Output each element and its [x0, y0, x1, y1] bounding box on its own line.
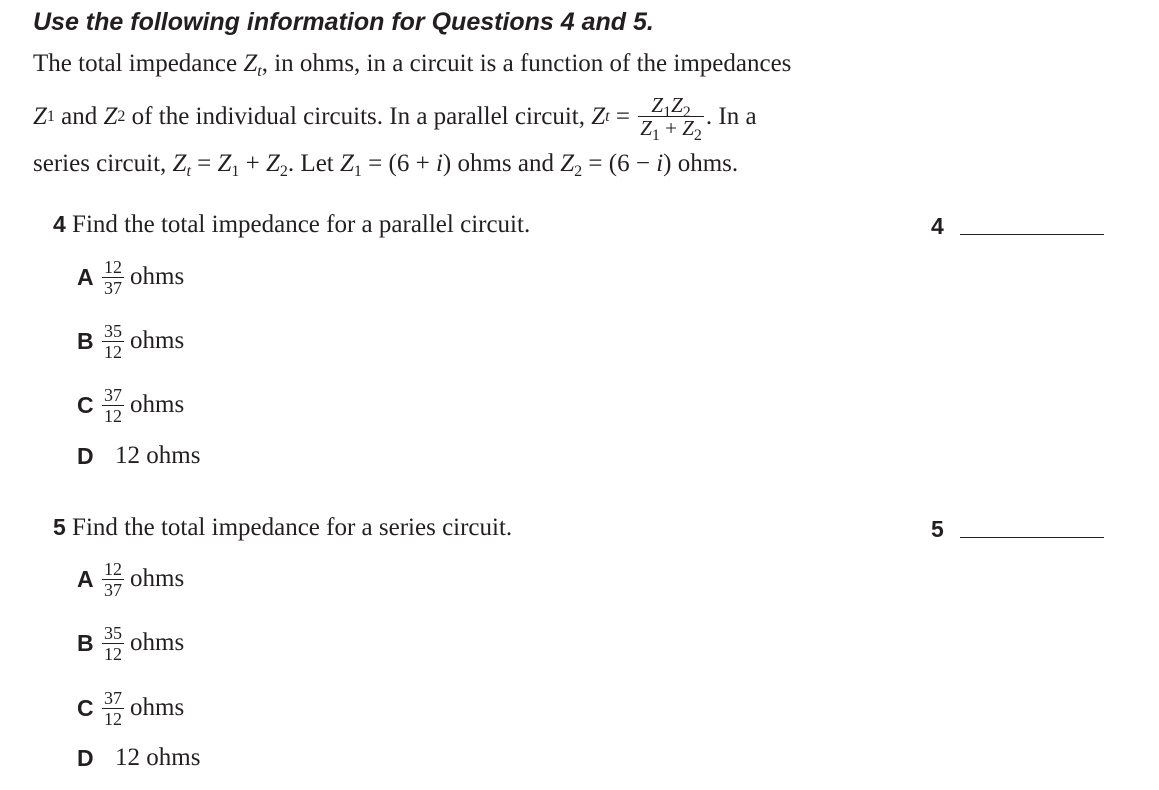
var-z: Z: [591, 103, 606, 130]
subscript-2: 2: [279, 163, 288, 180]
choice-fraction: [102, 559, 124, 600]
choice-text: 12 ohms: [115, 744, 201, 771]
question-4-prompt: [53, 211, 530, 239]
var-z: Z: [266, 150, 280, 177]
choice-unit: ohms: [130, 327, 185, 354]
fraction-denominator: 12: [104, 643, 122, 664]
passage-text: = (6 −: [582, 150, 657, 177]
var-z: Z: [172, 150, 187, 177]
subscript-1: 1: [353, 163, 362, 180]
passage-text: . In a: [705, 103, 757, 130]
choice-letter: A: [77, 565, 94, 592]
subscript-1: 1: [663, 103, 672, 121]
subscript-2: 2: [574, 163, 583, 180]
choice-unit: ohms: [130, 263, 185, 290]
fraction-denominator: 37: [104, 277, 122, 298]
choice-5c[interactable]: [77, 683, 184, 733]
choice-letter: A: [77, 263, 94, 290]
question-text: Find the total impedance for a parallel circuit.: [72, 211, 531, 238]
fraction-numerator: 12: [104, 256, 122, 277]
answer-blank-4[interactable]: [960, 234, 1104, 235]
subscript-t: t: [257, 63, 262, 80]
choice-text: 12 ohms: [115, 442, 201, 469]
passage-line-2: Z 1 and Z 2 of the individual circuits. In a parallel circuit, Z t = $\frac{Z_1Z_2}{Z_1 + Z_2}$ . In a: [33, 92, 757, 144]
var-z: Z: [217, 150, 232, 177]
choice-unit: ohms: [130, 565, 185, 592]
choice-letter: B: [77, 629, 94, 656]
choice-letter: D: [77, 744, 94, 771]
var-z: Z: [103, 103, 118, 130]
fraction-numerator: [638, 92, 704, 121]
question-number: 5: [53, 514, 66, 540]
answer-label-4: 4: [931, 213, 944, 239]
choice-4a[interactable]: [77, 252, 184, 302]
var-z: Z: [651, 92, 664, 117]
choice-fraction: [102, 257, 124, 298]
choice-fraction: [102, 385, 124, 426]
choice-4c[interactable]: [77, 380, 184, 430]
question-number: 4: [53, 211, 66, 237]
fraction-denominator: 12: [104, 708, 122, 729]
var-z: Z: [33, 103, 47, 130]
subscript-t: t: [186, 163, 191, 180]
var-z: Z: [560, 150, 575, 177]
fraction-numerator: 37: [104, 687, 122, 708]
choice-5a[interactable]: [77, 554, 184, 604]
fraction-denominator: [638, 115, 704, 144]
instruction-heading: Use the following information for Questions 4 and 5.: [33, 8, 654, 36]
passage-text: = (6 +: [361, 150, 436, 177]
passage-line-1: [33, 49, 791, 79]
var-z: Z: [340, 150, 354, 177]
answer-blank-5[interactable]: [960, 537, 1104, 538]
var-i: i: [656, 150, 664, 177]
var-z: Z: [243, 50, 258, 77]
choice-5b[interactable]: [77, 618, 184, 668]
passage-text: ) ohms and: [442, 150, 561, 177]
passage-text: The total impedance: [33, 50, 244, 77]
subscript-2: 2: [682, 103, 691, 121]
fraction-numerator: 37: [104, 384, 122, 405]
choice-unit: ohms: [130, 629, 185, 656]
choice-4b[interactable]: [77, 316, 184, 366]
var-i: i: [435, 150, 443, 177]
parallel-fraction: [638, 92, 704, 144]
choice-letter: B: [77, 327, 94, 354]
subscript-2: 2: [693, 126, 702, 144]
choice-fraction: [102, 321, 124, 362]
var-z: Z: [671, 92, 683, 117]
passage-text: . Let: [287, 150, 340, 177]
choice-unit: ohms: [130, 694, 185, 721]
choice-fraction: [102, 688, 124, 729]
choice-letter: C: [77, 694, 94, 721]
passage-text: series circuit,: [33, 150, 173, 177]
fraction-denominator: 37: [104, 579, 122, 600]
passage-text: ) ohms.: [663, 150, 739, 177]
choice-4d[interactable]: [77, 431, 200, 481]
passage-line-3: [33, 149, 738, 179]
question-5-prompt: [53, 514, 512, 542]
var-z: Z: [682, 115, 694, 140]
passage-text: , in ohms, in a circuit is a function of the impedances: [261, 50, 792, 77]
fraction-numerator: 35: [104, 622, 122, 643]
passage-text: of the individual circuits. In a parallel circuit,: [125, 103, 592, 130]
subscript-1: 1: [651, 126, 660, 144]
subscript-1: 1: [231, 163, 240, 180]
passage-text: and: [54, 103, 104, 130]
equals-sign: =: [609, 103, 637, 130]
choice-fraction: [102, 623, 124, 664]
fraction-denominator: 12: [104, 405, 122, 426]
var-z: Z: [640, 115, 652, 140]
fraction-numerator: 35: [104, 320, 122, 341]
choice-letter: C: [77, 391, 94, 418]
plus-sign: +: [659, 115, 683, 140]
fraction-denominator: 12: [104, 341, 122, 362]
choice-letter: D: [77, 442, 94, 469]
choice-5d[interactable]: [77, 733, 200, 783]
answer-label-5: 5: [931, 516, 944, 542]
plus-sign: +: [239, 150, 267, 177]
choice-unit: ohms: [130, 391, 185, 418]
equals-sign: =: [190, 150, 218, 177]
question-text: Find the total impedance for a series circuit.: [72, 514, 513, 541]
fraction-numerator: 12: [104, 558, 122, 579]
